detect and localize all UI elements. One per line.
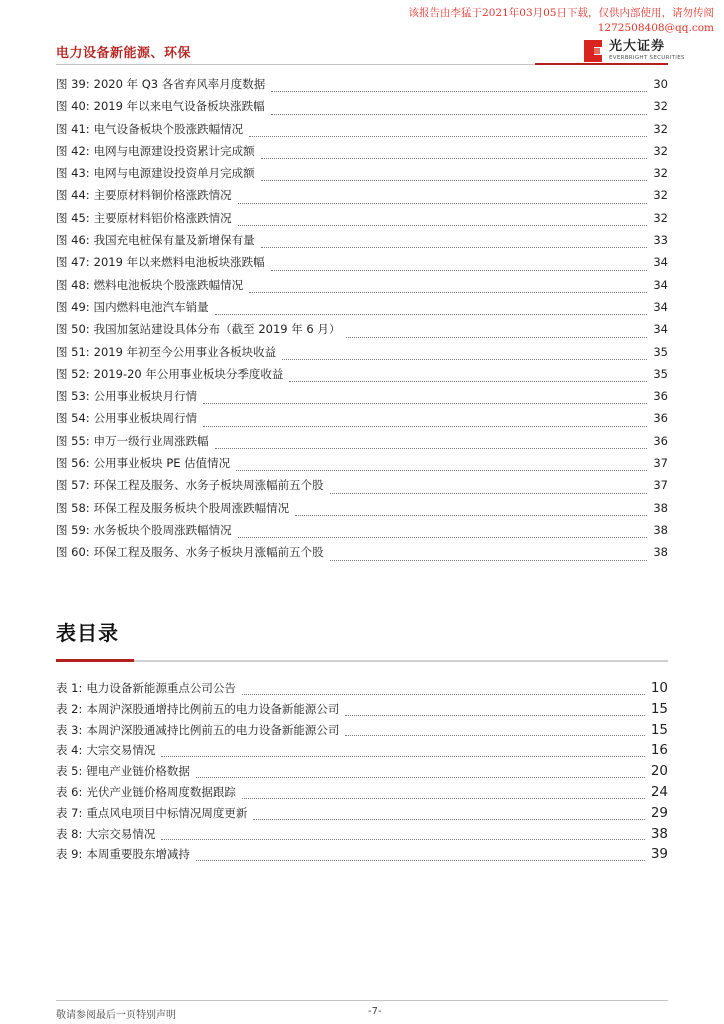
figure-toc-entry-title: 2019 年以来燃料电池板块涨跌幅	[93, 255, 265, 270]
figure-toc-entry[interactable]	[56, 410, 668, 432]
figure-toc-entry-title: 我国加氢站建设具体分布（截至 2019 年 6 月）	[93, 322, 341, 337]
dot-leader	[249, 292, 647, 293]
figure-toc-entry[interactable]	[56, 366, 668, 388]
figure-toc-entry-page-number: 37	[653, 456, 668, 471]
figure-toc-entry-label: 图 59:	[56, 522, 90, 537]
table-toc-entry-page-number: 10	[650, 680, 668, 696]
figure-toc-entry[interactable]	[56, 388, 668, 410]
dot-leader	[161, 839, 644, 840]
dot-leader	[242, 798, 645, 799]
dot-leader	[346, 337, 647, 338]
figure-toc-entry-label: 图 50:	[56, 322, 90, 337]
figure-toc-entry[interactable]	[56, 121, 668, 143]
table-toc-entry-title: 锂电产业链价格数据	[86, 764, 190, 779]
dot-leader	[238, 203, 648, 204]
figure-toc-entry-title: 主要原材料铝价格涨跌情况	[93, 210, 232, 225]
figure-toc-entry-label: 图 60:	[56, 545, 90, 560]
dot-leader	[271, 91, 647, 92]
figure-toc-entry-label: 图 41:	[56, 121, 90, 136]
figure-toc-entry-page-number: 38	[653, 545, 668, 560]
figure-toc-entry-label: 图 58:	[56, 500, 90, 515]
dot-leader	[261, 247, 648, 248]
table-toc-entry-title: 本周重要股东增减持	[86, 847, 190, 862]
figure-toc-entry-title: 环保工程及服务板块个股周涨跌幅情况	[93, 500, 290, 515]
figure-toc-entry[interactable]	[56, 165, 668, 187]
footer-page-number: -7-	[368, 1006, 382, 1017]
figure-toc-entry[interactable]	[56, 277, 668, 299]
table-toc-entry-title: 重点风电项目中标情况周度更新	[86, 805, 248, 820]
figure-toc-entry[interactable]	[56, 344, 668, 366]
dot-leader	[196, 777, 645, 778]
watermark-line-1: 该报告由李猛于2021年03月05日下载，仅供内部使用，请勿传阅	[408, 7, 714, 19]
watermark-line-2: 1272508408@qq.com	[597, 22, 714, 34]
figure-toc-entry-title: 我国充电桩保有量及新增保有量	[93, 233, 255, 248]
table-toc-entry[interactable]	[56, 826, 668, 847]
figure-toc-entry[interactable]	[56, 254, 668, 276]
table-toc-entry-label: 表 6:	[56, 784, 83, 799]
table-toc-entry-label: 表 3:	[56, 722, 83, 737]
figure-toc-entry-title: 2019 年以来电气设备板块涨跌幅	[93, 99, 265, 114]
dot-leader	[330, 493, 648, 494]
dot-leader	[295, 515, 647, 516]
download-watermark	[409, 6, 714, 36]
footer-divider	[56, 1000, 668, 1001]
dot-leader	[271, 114, 648, 115]
table-toc-entry-title: 大宗交易情况	[86, 743, 156, 758]
figure-toc-entry-page-number: 36	[653, 433, 668, 448]
figure-toc-entry-title: 公用事业板块月行情	[93, 389, 198, 404]
figure-toc-entry[interactable]	[56, 544, 668, 566]
dot-leader	[236, 470, 647, 471]
figure-toc-entry-page-number: 32	[653, 143, 668, 158]
figure-toc-entry-page-number: 35	[653, 344, 668, 359]
figure-toc-entry-page-number: 34	[653, 277, 668, 292]
table-toc-entry-title: 光伏产业链价格周度数据跟踪	[86, 784, 236, 799]
dot-leader	[261, 180, 648, 181]
figure-toc-entry-title: 环保工程及服务、水务子板块周涨幅前五个股	[93, 478, 324, 493]
figure-toc-entry-page-number: 35	[653, 366, 668, 381]
dot-leader	[196, 860, 645, 861]
table-toc-divider	[56, 660, 668, 662]
figure-toc-entry-title: 申万一级行业周涨跌幅	[93, 433, 209, 448]
figure-toc-entry-page-number: 33	[653, 233, 668, 248]
figure-toc-entry-title: 电气设备板块个股涨跌幅情况	[93, 121, 244, 136]
figure-toc-entry-page-number: 34	[653, 255, 668, 270]
figure-toc-entry-title: 燃料电池板块个股涨跌幅情况	[93, 277, 244, 292]
dot-leader	[215, 448, 648, 449]
figure-toc-entry[interactable]	[56, 321, 668, 343]
dot-leader	[203, 426, 647, 427]
figure-toc-entry[interactable]	[56, 143, 668, 165]
dot-leader	[203, 403, 647, 404]
figure-toc-entry-page-number: 38	[653, 522, 668, 537]
table-toc-entry-label: 表 2:	[56, 701, 83, 716]
figure-toc-entry-page-number: 38	[653, 500, 668, 515]
table-toc-divider-accent	[56, 659, 134, 662]
figure-toc-entry[interactable]	[56, 187, 668, 209]
table-toc-entry[interactable]	[56, 701, 668, 722]
figure-toc-entry-label: 图 52:	[56, 366, 90, 381]
figure-toc-entry[interactable]	[56, 500, 668, 522]
dot-leader	[238, 537, 648, 538]
figure-toc-entry-title: 环保工程及服务、水务子板块月涨幅前五个股	[93, 545, 324, 560]
figure-toc-entry[interactable]	[56, 76, 668, 98]
dot-leader	[161, 756, 644, 757]
table-toc-entry-label: 表 8:	[56, 826, 83, 841]
figure-toc-entry-title: 2019 年初至今公用事业各板块收益	[93, 344, 277, 359]
figure-toc-entry-page-number: 32	[653, 121, 668, 136]
figure-toc-entry[interactable]	[56, 433, 668, 455]
figure-toc-entry-label: 图 51:	[56, 344, 90, 359]
table-toc-entry-page-number: 15	[650, 721, 668, 738]
table-toc-entry-page-number: 24	[650, 783, 668, 800]
footer-disclaimer: 敬请参阅最后一页特别声明	[56, 1010, 176, 1021]
figure-toc-entry-page-number: 34	[653, 299, 668, 314]
table-toc-entry[interactable]	[56, 805, 668, 826]
figure-toc-entry[interactable]	[56, 299, 668, 321]
figure-toc-entry-page-number: 30	[653, 77, 668, 91]
figure-toc-entry-label: 图 48:	[56, 277, 90, 292]
table-toc-entry[interactable]	[56, 846, 668, 867]
figure-toc-entry[interactable]	[56, 232, 668, 254]
table-toc-entry[interactable]	[56, 722, 668, 743]
figure-toc-entry-label: 图 57:	[56, 478, 90, 493]
table-toc-entry-page-number: 20	[650, 763, 668, 780]
figure-toc-entry-title: 2019-20 年公用事业板块分季度收益	[93, 366, 284, 381]
figure-toc-entry-label: 图 47:	[56, 255, 90, 270]
table-toc-entry-page-number: 16	[650, 742, 668, 759]
figure-toc-list	[56, 76, 668, 567]
table-toc-entry-title: 大宗交易情况	[86, 826, 156, 841]
figure-toc-entry-label: 图 55:	[56, 433, 90, 448]
figure-toc-entry-title: 主要原材料铜价格涨跌情况	[93, 188, 232, 203]
logo-text: 光大证券	[609, 39, 666, 54]
figure-toc-entry-title: 电网与电源建设投资单月完成额	[93, 166, 255, 181]
dot-leader	[253, 819, 644, 820]
table-toc-list	[56, 680, 668, 867]
figure-toc-entry-title: 公用事业板块 PE 估值情况	[93, 456, 231, 471]
figure-toc-entry-label: 图 42:	[56, 143, 90, 158]
figure-toc-entry-page-number: 32	[653, 210, 668, 225]
dot-leader	[271, 270, 648, 271]
figure-toc-entry-title: 电网与电源建设投资累计完成额	[93, 143, 255, 158]
figure-toc-entry-label: 图 45:	[56, 210, 90, 225]
dot-leader	[330, 560, 648, 561]
figure-toc-entry-label: 图 56:	[56, 456, 90, 471]
everbright-logo	[582, 38, 685, 64]
table-toc-entry-label: 表 4:	[56, 743, 83, 758]
figure-toc-entry-label: 图 46:	[56, 233, 90, 248]
table-toc-entry[interactable]	[56, 763, 668, 784]
table-toc-entry-label: 表 9:	[56, 847, 83, 862]
table-toc-entry-title: 电力设备新能源重点公司公告	[86, 681, 236, 695]
dot-leader	[289, 381, 647, 382]
figure-toc-entry-label: 图 54:	[56, 411, 90, 426]
figure-toc-entry-label: 图 43:	[56, 166, 90, 181]
dot-leader	[345, 735, 644, 736]
figure-toc-entry-page-number: 36	[653, 389, 668, 404]
figure-toc-entry[interactable]	[56, 522, 668, 544]
dot-leader	[282, 359, 647, 360]
figure-toc-entry-title: 2020 年 Q3 各省弃风率月度数据	[93, 77, 266, 91]
figure-toc-entry-title: 水务板块个股周涨跌幅情况	[93, 522, 232, 537]
table-toc-entry[interactable]	[56, 784, 668, 805]
figure-toc-entry-label: 图 44:	[56, 188, 90, 203]
figure-toc-entry-page-number: 32	[653, 188, 668, 203]
table-toc-entry-title: 本周沪深股通增持比例前五的电力设备新能源公司	[86, 701, 340, 716]
header-divider-accent	[535, 63, 668, 65]
figure-toc-entry-page-number: 32	[653, 166, 668, 181]
figure-toc-entry[interactable]	[56, 98, 668, 120]
dot-leader	[215, 314, 648, 315]
everbright-logo-icon	[582, 38, 604, 64]
report-category-title: 电力设备新能源、环保	[56, 46, 192, 61]
dot-leader	[261, 158, 648, 159]
table-toc-entry-label: 表 5:	[56, 764, 83, 779]
table-toc-entry-label: 表 7:	[56, 805, 83, 820]
figure-toc-entry-label: 图 40:	[56, 99, 90, 114]
figure-toc-entry[interactable]	[56, 210, 668, 232]
table-toc-entry-page-number: 38	[650, 825, 668, 842]
figure-toc-entry-page-number: 37	[653, 478, 668, 493]
table-toc-heading: 表目录	[56, 621, 119, 645]
table-toc-entry-page-number: 39	[650, 846, 668, 863]
dot-leader	[345, 715, 644, 716]
dot-leader	[249, 136, 647, 137]
figure-toc-entry[interactable]	[56, 455, 668, 477]
figure-toc-entry-label: 图 49:	[56, 299, 90, 314]
figure-toc-entry-page-number: 36	[653, 411, 668, 426]
figure-toc-entry-title: 公用事业板块周行情	[93, 411, 198, 426]
logo-subtext: EVERBRIGHT SECURITIES	[609, 55, 685, 61]
table-toc-entry-page-number: 29	[650, 804, 668, 821]
table-toc-entry-page-number: 15	[650, 700, 668, 717]
figure-toc-entry[interactable]	[56, 477, 668, 499]
dot-leader	[238, 225, 648, 226]
figure-toc-entry-title: 国内燃料电池汽车销量	[93, 299, 209, 314]
figure-toc-entry-page-number: 32	[653, 99, 668, 114]
figure-toc-entry-label: 图 53:	[56, 389, 90, 404]
table-toc-entry[interactable]	[56, 742, 668, 763]
figure-toc-entry-label: 图 39:	[56, 77, 90, 91]
dot-leader	[242, 694, 645, 695]
figure-toc-entry-page-number: 34	[653, 322, 668, 337]
table-toc-entry-title: 本周沪深股通减持比例前五的电力设备新能源公司	[86, 722, 340, 737]
table-toc-entry[interactable]	[56, 680, 668, 701]
table-toc-entry-label: 表 1:	[56, 681, 83, 695]
